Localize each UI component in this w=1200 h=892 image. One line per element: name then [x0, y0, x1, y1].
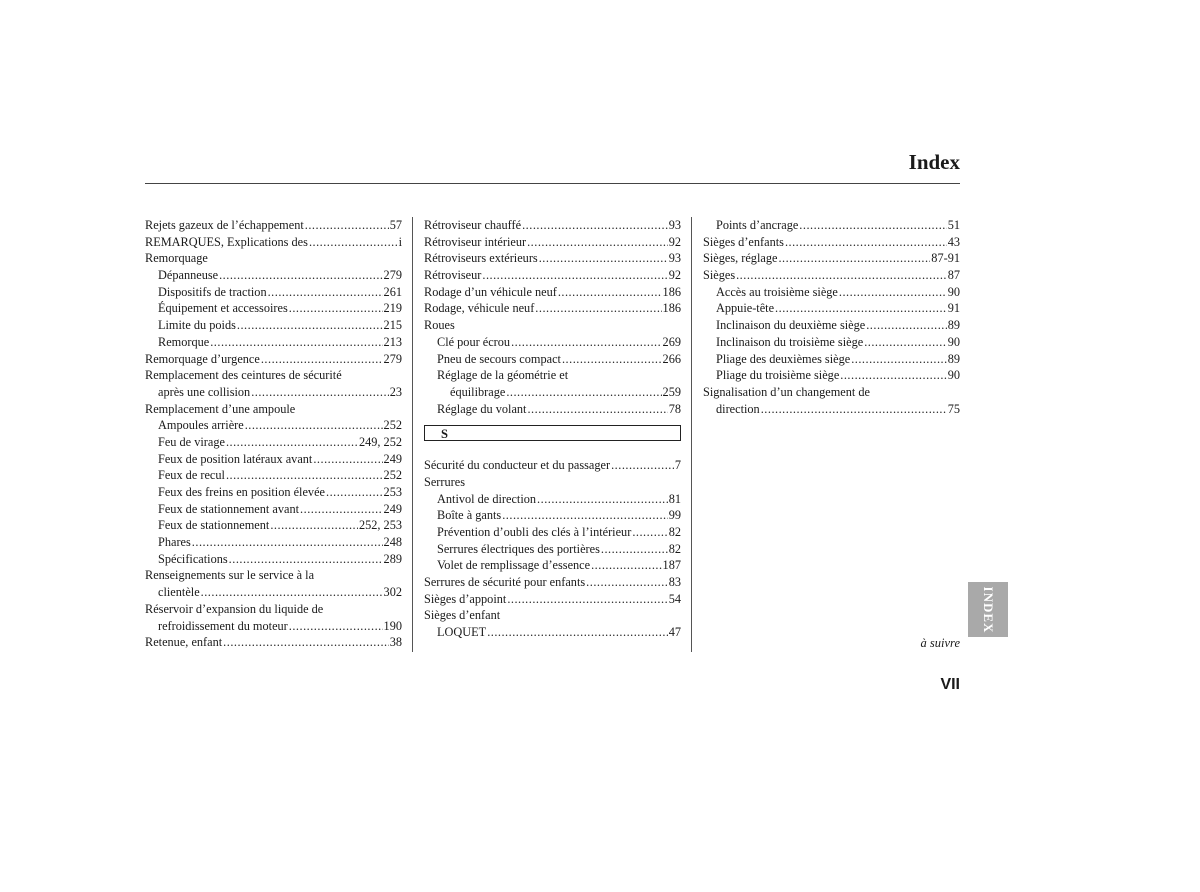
index-entry	[703, 284, 960, 301]
index-entry	[424, 367, 681, 384]
dot-leader	[507, 591, 667, 608]
index-entry	[424, 607, 681, 624]
dot-leader	[558, 284, 662, 301]
index-entry	[424, 334, 681, 351]
entry-text: Inclinaison du troisième siège	[716, 334, 864, 349]
entry-page: 279	[383, 268, 402, 283]
dot-leader	[601, 541, 668, 558]
entry-page: 7	[674, 458, 681, 473]
index-entry	[145, 567, 402, 584]
entry-page: 269	[662, 334, 681, 349]
entry-text: Limite du poids	[158, 318, 236, 333]
entry-text: LOQUET	[437, 625, 487, 640]
index-entry	[145, 618, 402, 635]
entry-page: 187	[662, 558, 681, 573]
dot-leader	[300, 501, 383, 518]
dot-leader	[261, 351, 383, 368]
entry-text: Feux des freins en position élevée	[158, 485, 325, 499]
entry-text: Remplacement d’une ampoule	[145, 401, 296, 416]
entry-page: 93	[668, 218, 681, 232]
entry-text: Sécurité du conducteur et du passager	[424, 458, 611, 473]
entry-text: Feux de stationnement avant	[158, 501, 300, 516]
entry-text: Feu de virage	[158, 434, 225, 449]
entry-page: 252, 253	[358, 518, 402, 533]
index-entry	[703, 250, 960, 267]
dot-leader	[268, 284, 383, 301]
entry-text: Feux de stationnement	[158, 518, 270, 533]
index-entry	[145, 317, 402, 334]
index-entry	[145, 384, 402, 401]
index-column-3	[703, 217, 960, 417]
index-entry	[424, 541, 681, 558]
entry-text: Accès au troisième siège	[716, 284, 838, 299]
entry-page: 51	[947, 218, 960, 232]
side-tab-label: INDEX	[981, 586, 996, 633]
index-entry	[424, 267, 681, 284]
entry-text: Dispositifs de traction	[158, 284, 267, 299]
index-entry	[424, 624, 681, 641]
index-entry	[145, 417, 402, 434]
entry-text: Rétroviseurs extérieurs	[424, 251, 538, 266]
entry-text: Rétroviseur intérieur	[424, 234, 527, 249]
dot-leader	[305, 217, 389, 234]
entry-text: Feux de position latéraux avant	[158, 451, 313, 466]
entry-page: 252	[383, 468, 402, 483]
entry-text: Pneu de secours compact	[437, 351, 561, 366]
dot-leader	[251, 384, 389, 401]
index-entry	[145, 601, 402, 618]
index-entry	[703, 401, 960, 418]
entry-text: Rejets gazeux de l’échappement	[145, 218, 304, 232]
entry-text: Renseignements sur le service à la	[145, 568, 315, 583]
dot-leader	[539, 250, 668, 267]
entry-page: 23	[389, 384, 402, 399]
entry-page: 90	[947, 284, 960, 299]
index-entry	[424, 574, 681, 591]
index-entry	[703, 367, 960, 384]
dot-leader	[219, 267, 382, 284]
entry-page: 87-91	[931, 251, 960, 266]
dot-leader	[799, 217, 946, 234]
index-entry	[424, 234, 681, 251]
index-entry	[424, 491, 681, 508]
dot-leader	[223, 634, 389, 651]
index-column-2	[424, 217, 681, 641]
entry-page: 249, 252	[358, 434, 402, 449]
entry-page: 213	[383, 334, 402, 349]
dot-leader	[840, 367, 946, 384]
index-entry	[145, 351, 402, 368]
entry-text: Remorque	[158, 334, 210, 349]
entry-text: Inclinaison du deuxième siège	[716, 318, 866, 333]
entry-text: Signalisation d’un changement de	[703, 384, 870, 399]
entry-text: Sièges d’enfants	[703, 234, 784, 249]
dot-leader	[562, 351, 662, 368]
entry-text: Points d’ancrage	[716, 218, 799, 232]
entry-page: 190	[383, 618, 402, 633]
entry-page: 186	[662, 301, 681, 316]
entry-text: Sièges d’appoint	[424, 591, 507, 606]
dot-leader	[326, 484, 383, 501]
entry-page: 57	[389, 218, 402, 232]
entry-text: direction	[716, 401, 760, 416]
index-entry	[424, 457, 681, 474]
entry-text: REMARQUES, Explications des	[145, 234, 308, 249]
entry-page: 87	[947, 268, 960, 283]
entry-page: 289	[383, 551, 402, 566]
entry-text: Rétroviseur chauffé	[424, 218, 522, 232]
index-entry	[145, 284, 402, 301]
entry-text: Serrures	[424, 474, 465, 489]
entry-page: 83	[668, 575, 681, 590]
dot-leader	[201, 584, 383, 601]
dot-leader	[289, 300, 383, 317]
dot-leader	[309, 234, 398, 251]
dot-leader	[245, 417, 383, 434]
dot-leader	[527, 234, 668, 251]
dot-leader	[229, 551, 383, 568]
index-group-s	[424, 457, 681, 641]
index-entry	[424, 524, 681, 541]
index-entry	[145, 484, 402, 501]
index-entry	[424, 384, 681, 401]
entry-page: 93	[668, 251, 681, 266]
entry-page: 279	[383, 351, 402, 366]
index-entry	[703, 384, 960, 401]
index-group-r	[424, 217, 681, 417]
column-divider	[412, 217, 413, 652]
dot-leader	[506, 384, 661, 401]
entry-text: refroidissement du moteur	[158, 618, 288, 633]
entry-text: Réglage de la géométrie et	[437, 368, 569, 383]
index-entry	[145, 367, 402, 384]
index-entry	[703, 334, 960, 351]
entry-page: 43	[947, 234, 960, 249]
index-entry	[703, 217, 960, 234]
entry-text: Rodage d’un véhicule neuf	[424, 284, 557, 299]
entry-page: 82	[668, 541, 681, 556]
index-entry	[145, 451, 402, 468]
entry-text: Feux de recul	[158, 468, 225, 483]
entry-page: i	[398, 234, 402, 249]
entry-text: Pliage des deuxièmes siège	[716, 351, 851, 366]
dot-leader	[537, 491, 668, 508]
entry-page: 91	[947, 301, 960, 316]
entry-text: Appuie-tête	[716, 301, 775, 316]
entry-text: Réservoir d’expansion du liquide de	[145, 601, 324, 616]
entry-page: 90	[947, 334, 960, 349]
entry-text: Rodage, véhicule neuf	[424, 301, 535, 316]
entry-text: Boîte à gants	[437, 508, 502, 523]
dot-leader	[210, 334, 382, 351]
index-entry	[145, 267, 402, 284]
dot-leader	[591, 557, 661, 574]
entry-page: 81	[668, 491, 681, 506]
dot-leader	[778, 250, 930, 267]
entry-page: 248	[383, 535, 402, 550]
entry-page: 89	[947, 351, 960, 366]
index-entry	[145, 234, 402, 251]
section-letter: S	[441, 427, 448, 442]
continued-note: à suivre	[920, 636, 960, 650]
index-column-1	[145, 217, 402, 651]
entry-text: Équipement et accessoires	[158, 301, 288, 316]
index-entry	[145, 584, 402, 601]
entry-text: Remorquage d’urgence	[145, 351, 260, 366]
index-entry	[424, 591, 681, 608]
index-entry	[145, 300, 402, 317]
entry-text: équilibrage	[450, 384, 506, 399]
entry-page: 186	[662, 284, 681, 299]
index-entry	[424, 317, 681, 334]
dot-leader	[785, 234, 947, 251]
entry-text: Roues	[424, 318, 455, 333]
entry-page: 249	[383, 451, 402, 466]
dot-leader	[226, 434, 358, 451]
index-entry	[703, 300, 960, 317]
dot-leader	[237, 317, 383, 334]
page-number: VII	[940, 676, 960, 693]
index-entry	[145, 634, 402, 651]
index-entry	[145, 401, 402, 418]
entry-page: 90	[947, 368, 960, 383]
index-entry	[145, 467, 402, 484]
entry-page: 259	[662, 384, 681, 399]
index-entry	[145, 217, 402, 234]
entry-text: Dépanneuse	[158, 268, 219, 283]
index-entry	[424, 474, 681, 491]
dot-leader	[270, 517, 358, 534]
index-entry	[703, 317, 960, 334]
section-header-s	[424, 425, 681, 441]
dot-leader	[226, 467, 383, 484]
entry-text: Remplacement des ceintures de sécurité	[145, 368, 342, 383]
dot-leader	[839, 284, 947, 301]
entry-page: 38	[389, 635, 402, 650]
dot-leader	[864, 334, 947, 351]
index-entry	[424, 250, 681, 267]
dot-leader	[775, 300, 947, 317]
dot-leader	[761, 401, 947, 418]
entry-page: 75	[947, 401, 960, 416]
entry-text: après une collision	[158, 384, 251, 399]
dot-leader	[502, 507, 667, 524]
dot-leader	[866, 317, 946, 334]
entry-page: 252	[383, 418, 402, 433]
entry-page: 219	[383, 301, 402, 316]
dot-leader	[511, 334, 661, 351]
dot-leader	[632, 524, 667, 541]
entry-page: 47	[668, 625, 681, 640]
entry-text: Pliage du troisième siège	[716, 368, 840, 383]
entry-text: Spécifications	[158, 551, 228, 566]
index-side-tab[interactable]	[968, 582, 1008, 637]
index-entry	[424, 351, 681, 368]
entry-page: 92	[668, 234, 681, 249]
index-entry	[424, 401, 681, 418]
title-divider	[145, 183, 960, 184]
entry-page: 54	[668, 591, 681, 606]
dot-leader	[611, 457, 674, 474]
index-entry	[424, 557, 681, 574]
dot-leader	[527, 401, 667, 418]
dot-leader	[192, 534, 383, 551]
column-divider	[691, 217, 692, 652]
entry-text: clientèle	[158, 585, 200, 600]
entry-page: 249	[383, 501, 402, 516]
entry-page: 253	[383, 485, 402, 499]
entry-text: Serrures électriques des portières	[437, 541, 600, 556]
dot-leader	[482, 267, 667, 284]
index-entry	[703, 267, 960, 284]
entry-text: Clé pour écrou	[437, 334, 511, 349]
entry-page: 82	[668, 525, 681, 539]
entry-text: Antivol de direction	[437, 491, 537, 506]
index-entry	[424, 300, 681, 317]
dot-leader	[535, 300, 661, 317]
entry-text: Sièges d’enfant	[424, 608, 501, 623]
index-entry	[145, 501, 402, 518]
dot-leader	[522, 217, 668, 234]
entry-page: 99	[668, 508, 681, 523]
entry-text: Phares	[158, 535, 191, 550]
index-entry	[145, 250, 402, 267]
entry-text: Remorquage	[145, 251, 208, 266]
entry-text: Retenue, enfant	[145, 635, 223, 650]
index-entry	[424, 507, 681, 524]
dot-leader	[586, 574, 668, 591]
index-entry	[703, 351, 960, 368]
page-title: Index	[908, 150, 960, 174]
entry-page: 266	[662, 351, 681, 366]
dot-leader	[851, 351, 947, 368]
entry-page: 78	[668, 401, 681, 416]
index-entry	[424, 217, 681, 234]
entry-text: Ampoules arrière	[158, 418, 244, 433]
entry-text: Sièges, réglage	[703, 251, 778, 266]
dot-leader	[736, 267, 947, 284]
index-entry	[703, 234, 960, 251]
dot-leader	[313, 451, 382, 468]
entry-text: Prévention d’oubli des clés à l’intérieur	[437, 525, 632, 539]
entry-text: Sièges	[703, 268, 736, 283]
entry-text: Serrures de sécurité pour enfants	[424, 575, 586, 590]
dot-leader	[487, 624, 668, 641]
entry-page: 261	[383, 284, 402, 299]
index-entry	[424, 284, 681, 301]
entry-page: 89	[947, 318, 960, 333]
entry-page: 92	[668, 268, 681, 283]
index-entry	[145, 517, 402, 534]
dot-leader	[289, 618, 383, 635]
entry-page: 302	[383, 585, 402, 600]
index-entry	[145, 551, 402, 568]
index-entry	[145, 434, 402, 451]
entry-text: Rétroviseur	[424, 268, 482, 283]
index-entry	[145, 534, 402, 551]
entry-page: 215	[383, 318, 402, 333]
index-entry	[145, 334, 402, 351]
entry-text: Réglage du volant	[437, 401, 527, 416]
entry-text: Volet de remplissage d’essence	[437, 558, 591, 573]
